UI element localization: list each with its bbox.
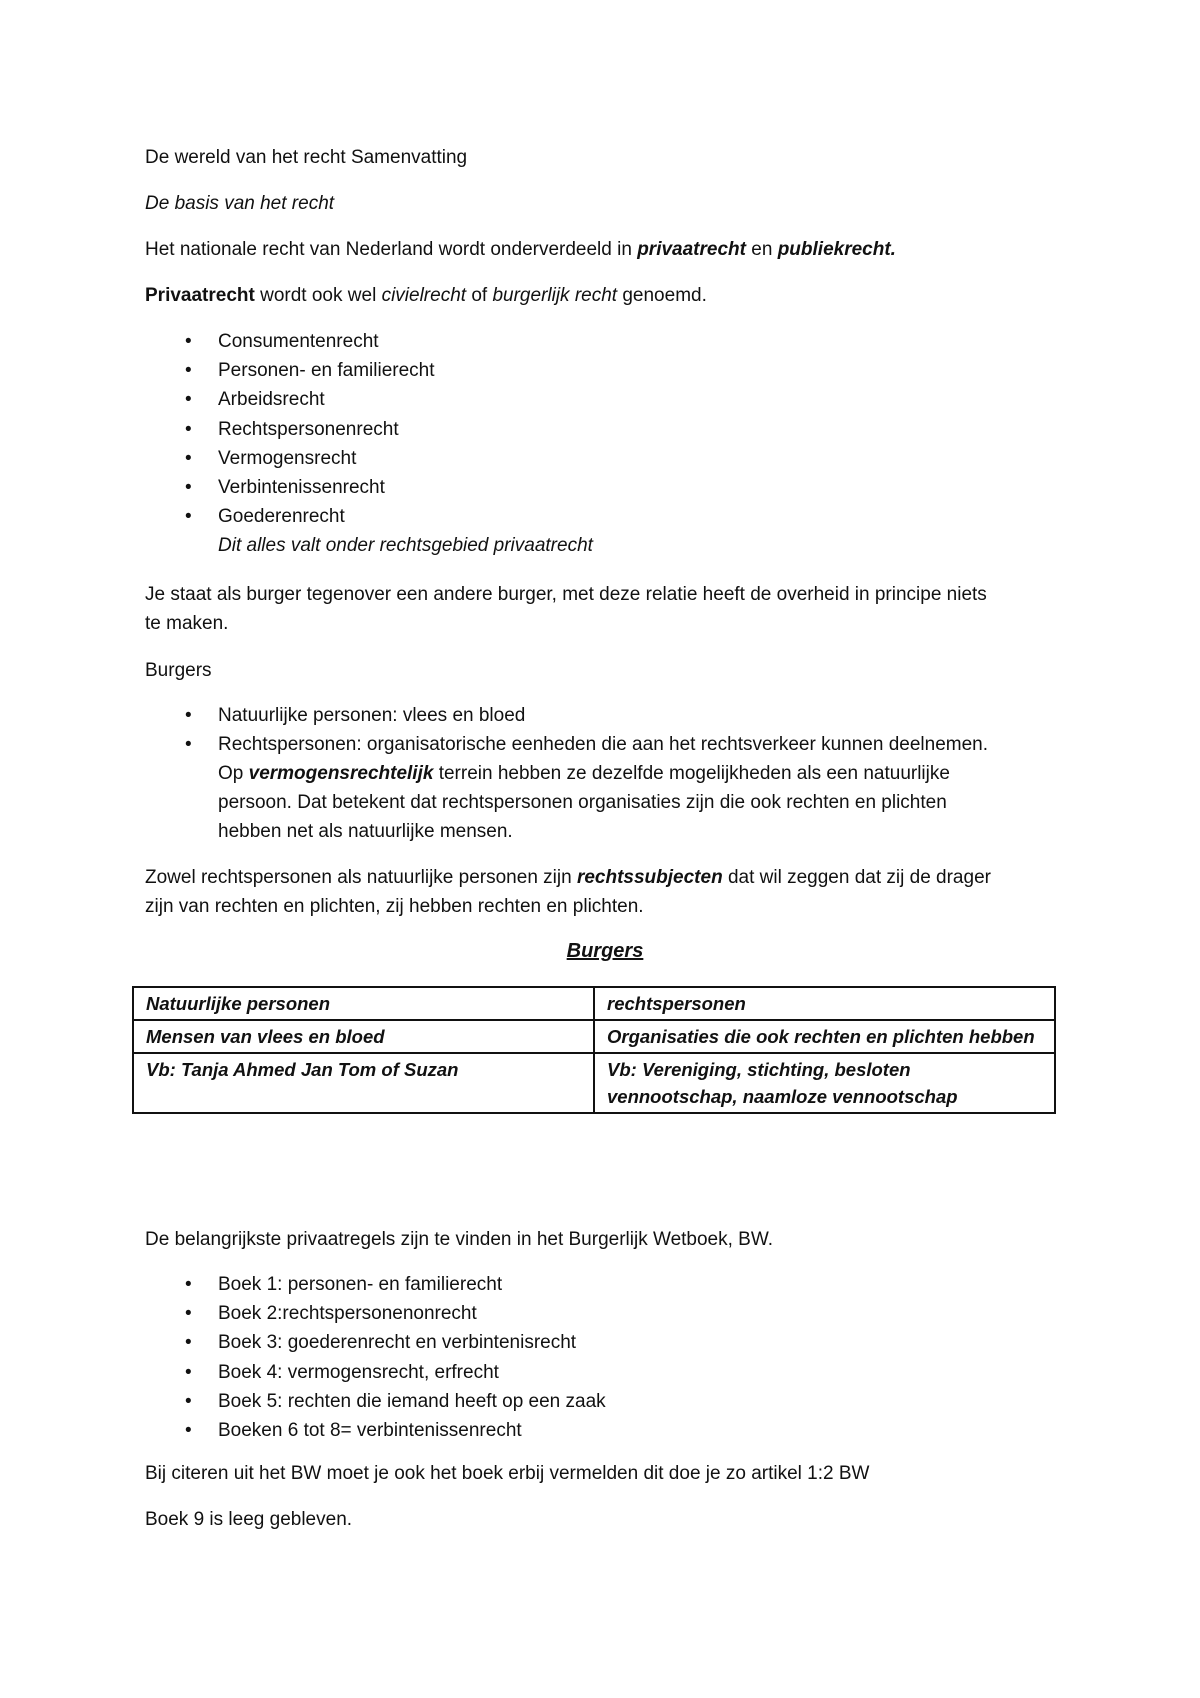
law-areas-list	[145, 327, 435, 531]
table-cell: rechtspersonen	[594, 987, 1055, 1020]
table-row	[133, 987, 1055, 1020]
table-cell: Natuurlijke personen	[133, 987, 594, 1020]
privaatrecht-paragraph	[145, 284, 707, 308]
term-burgerlijk-recht: burgerlijk recht	[492, 285, 618, 306]
table-cell: Vb: Vereniging, stichting, besloten vennootschap, naamloze vennootschap	[594, 1053, 1055, 1113]
table-cell: Organisaties die ook rechten en plichten hebben	[594, 1020, 1055, 1053]
bw-intro: De belangrijkste privaatregels zijn te vinden in het Burgerlijk Wetboek, BW.	[145, 1229, 774, 1250]
term-publiekrecht: publiekrecht.	[777, 239, 896, 260]
list-item: • Natuurlijke personen: vlees en bloed	[145, 701, 988, 730]
burgers-table	[132, 986, 1056, 1114]
list-item: • Rechtspersonen: organisatorische eenheden die aan het rechtsverkeer kunnen deelnemen.	[145, 730, 988, 759]
term-rechtssubjecten: rechtssubjecten	[576, 867, 723, 888]
text: Zowel rechtspersonen als natuurlijke personen zijn	[145, 867, 577, 888]
list-item: • Verbintenissenrecht	[145, 473, 435, 502]
term-vermogensrechtelijk: vermogensrechtelijk	[248, 763, 434, 784]
list-item: • Rechtspersonenrecht	[145, 415, 435, 444]
privaat-text: of	[466, 285, 493, 306]
relation-line-2: te maken.	[145, 613, 229, 634]
text: terrein hebben ze dezelfde mogelijkheden als een natuurlijke	[433, 763, 950, 784]
text: Op	[218, 763, 249, 784]
text: dat wil zeggen dat zij de drager	[722, 867, 991, 888]
areas-note: Dit alles valt onder rechtsgebied privaatrecht	[218, 535, 593, 556]
list-item: • Arbeidsrecht	[145, 385, 435, 414]
burgers-item2-line2	[218, 759, 950, 788]
list-item: • Boek 1: personen- en familierecht	[145, 1270, 606, 1299]
term-civielrecht: civielrecht	[381, 285, 467, 306]
burgers-list	[145, 701, 988, 759]
term-privaatrecht: privaatrecht	[637, 239, 746, 260]
intro-text: en	[745, 239, 778, 260]
book9-paragraph: Boek 9 is leeg gebleven.	[145, 1509, 353, 1530]
books-list	[145, 1270, 606, 1445]
burgers-item2-line3: persoon. Dat betekent dat rechtspersonen organisaties zijn die ook rechten en plichten	[218, 792, 947, 813]
list-item: • Consumentenrecht	[145, 327, 435, 356]
privaat-text: wordt ook wel	[254, 285, 382, 306]
term-privaatrecht-bold: Privaatrecht	[145, 285, 255, 306]
list-item: • Vermogensrecht	[145, 444, 435, 473]
subjects-line-1	[145, 866, 991, 890]
list-item: • Boek 5: rechten die iemand heeft op een zaak	[145, 1387, 606, 1416]
subjects-line-2: zijn van rechten en plichten, zij hebben rechten en plichten.	[145, 896, 644, 917]
intro-paragraph	[145, 238, 896, 262]
list-item: • Boek 4: vermogensrecht, erfrecht	[145, 1358, 606, 1387]
burgers-heading: Burgers	[145, 660, 212, 681]
table-row	[133, 1020, 1055, 1053]
burgers-item2-line4: hebben net als natuurlijke mensen.	[218, 821, 513, 842]
list-item: • Boek 3: goederenrecht en verbintenisrecht	[145, 1328, 606, 1357]
privaat-text: genoemd.	[617, 285, 707, 306]
table-title: Burgers	[566, 940, 644, 962]
citing-paragraph: Bij citeren uit het BW moet je ook het boek erbij vermelden dit doe je zo artikel 1:2 BW	[145, 1463, 870, 1484]
table-cell: Vb: Tanja Ahmed Jan Tom of Suzan	[133, 1053, 594, 1113]
relation-line-1: Je staat als burger tegenover een andere burger, met deze relatie heeft de overheid in principe niets	[145, 584, 987, 605]
list-item: • Goederenrecht	[145, 502, 435, 531]
table-cell: Mensen van vlees en bloed	[133, 1020, 594, 1053]
list-item: • Boek 2:rechtspersonenonrecht	[145, 1299, 606, 1328]
table-row	[133, 1053, 1055, 1113]
section-heading: De basis van het recht	[145, 193, 335, 214]
document-title: De wereld van het recht Samenvatting	[145, 147, 468, 168]
list-item: • Personen- en familierecht	[145, 356, 435, 385]
list-item: • Boeken 6 tot 8= verbintenissenrecht	[145, 1416, 606, 1445]
intro-text: Het nationale recht van Nederland wordt onderverdeeld in	[145, 239, 638, 260]
